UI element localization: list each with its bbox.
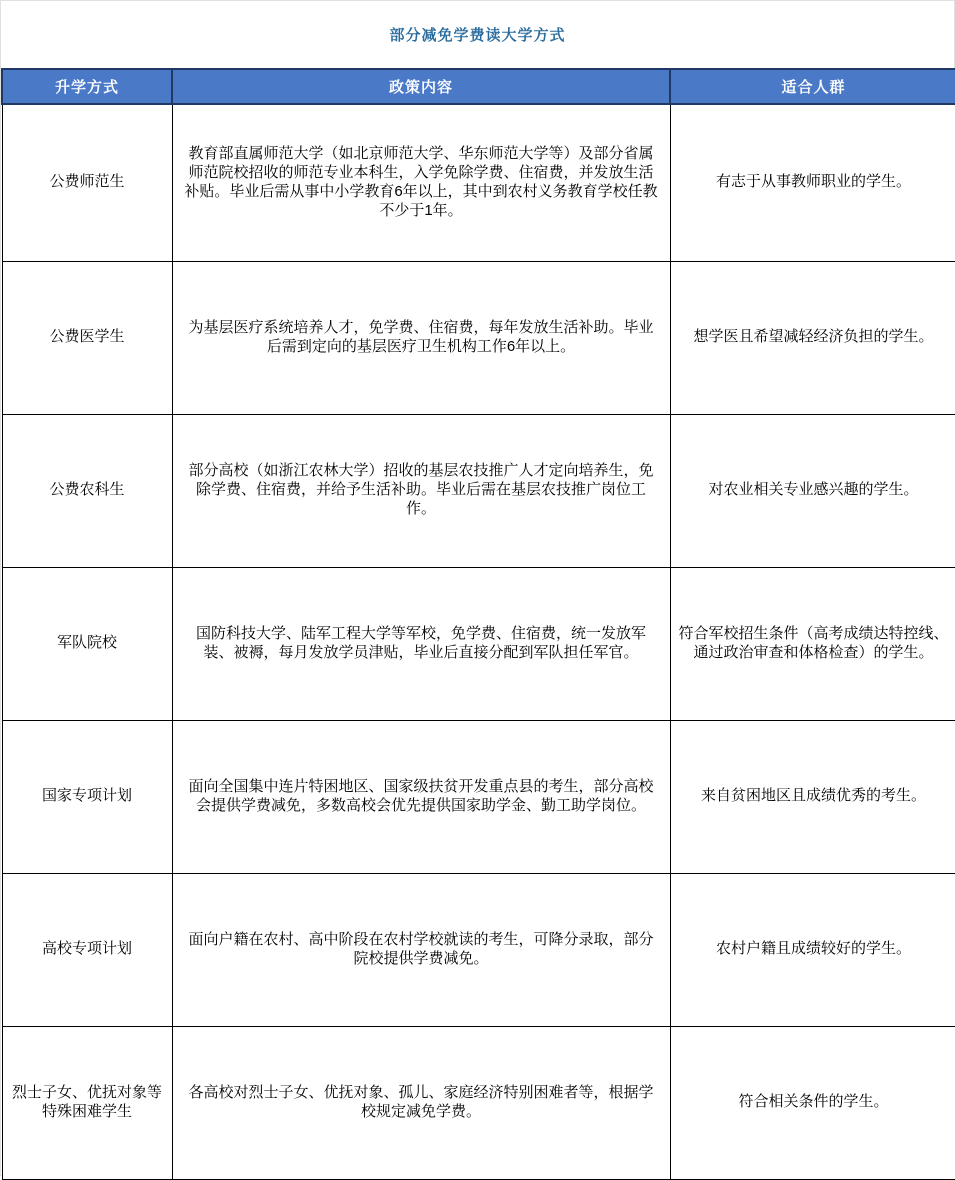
cell-policy: 各高校对烈士子女、优抚对象、孤儿、家庭经济特别困难者等，根据学校规定减免学费。 [172,1026,670,1179]
cell-method: 公费农科生 [2,414,172,567]
cell-policy: 面向户籍在农村、高中阶段在农村学校就读的考生，可降分录取，部分院校提供学费减免。 [172,873,670,1026]
cell-method: 国家专项计划 [2,720,172,873]
header-audience: 适合人群 [670,69,955,104]
table-row [2,1026,955,1179]
cell-audience: 有志于从事教师职业的学生。 [670,104,955,261]
table-row [2,261,955,414]
cell-method: 公费师范生 [2,104,172,261]
cell-audience: 符合相关条件的学生。 [670,1026,955,1179]
cell-audience: 农村户籍且成绩较好的学生。 [670,873,955,1026]
table-row [2,567,955,720]
table-row [2,873,955,1026]
cell-policy: 面向全国集中连片特困地区、国家级扶贫开发重点县的考生，部分高校会提供学费减免，多数高校会优先提供国家助学金、勤工助学岗位。 [172,720,670,873]
table-header [2,69,955,104]
table-row [2,104,955,261]
cell-method: 高校专项计划 [2,873,172,1026]
cell-method: 公费医学生 [2,261,172,414]
header-method: 升学方式 [2,69,172,104]
title-bar [1,1,954,68]
cell-policy: 国防科技大学、陆军工程大学等军校，免学费、住宿费，统一发放军装、被褥，每月发放学员津贴，毕业后直接分配到军队担任军官。 [172,567,670,720]
cell-method: 军队院校 [2,567,172,720]
cell-audience: 想学医且希望减轻经济负担的学生。 [670,261,955,414]
tuition-waiver-table [1,68,955,1180]
cell-audience: 对农业相关专业感兴趣的学生。 [670,414,955,567]
cell-policy: 为基层医疗系统培养人才，免学费、住宿费，每年发放生活补助。毕业后需到定向的基层医疗卫生机构工作6年以上。 [172,261,670,414]
table-header-row [2,69,955,104]
cell-audience: 来自贫困地区且成绩优秀的考生。 [670,720,955,873]
cell-policy: 教育部直属师范大学（如北京师范大学、华东师范大学等）及部分省属师范院校招收的师范专业本科生，入学免除学费、住宿费，并发放生活补贴。毕业后需从事中小学教育6年以上，其中到农村义务教育学校任教不少于1年。 [172,104,670,261]
cell-audience: 符合军校招生条件（高考成绩达特控线、通过政治审查和体格检查）的学生。 [670,567,955,720]
header-policy: 政策内容 [172,69,670,104]
cell-policy: 部分高校（如浙江农林大学）招收的基层农技推广人才定向培养生，免除学费、住宿费，并给予生活补助。毕业后需在基层农技推广岗位工作。 [172,414,670,567]
table-body [2,104,955,1179]
table-row [2,720,955,873]
table-row [2,414,955,567]
page-title: 部分减免学费读大学方式 [389,27,566,44]
cell-method: 烈士子女、优抚对象等特殊困难学生 [2,1026,172,1179]
